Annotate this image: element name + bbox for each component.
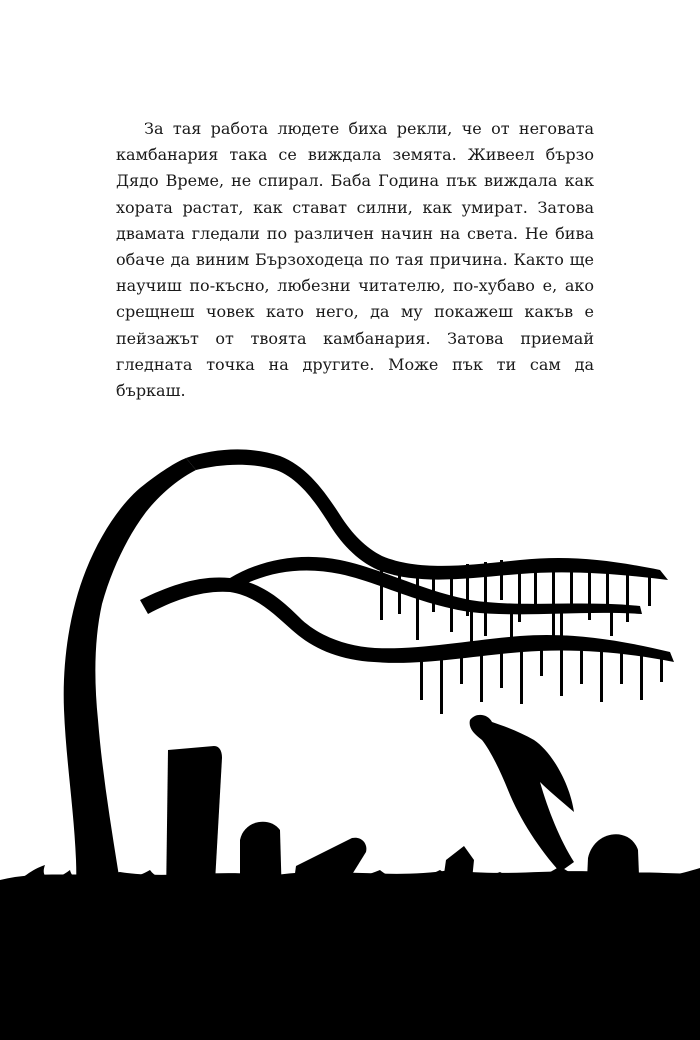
paragraph: За тая работа людете биха рекли, че от неговата камбанария така се виждала земята. Живеел бързо Дядо Време, не спирал. Баба Година пък виждала как хората растат, как стават силни, как умират. Затова двамата гледали по различен начин на света. Не бива обаче да виним Бързоходеца по тая причина. Както ще научиш по-късно, любезни читателю, по-хубаво е, ако срещнеш човек като него, да му покажеш какъв е пейзажът от твоята камбанария. Затова приемай гледната точка на другите. Може пък ти сам да бъркаш. [116, 119, 594, 401]
tombstone-arched [240, 822, 282, 900]
tombstone-tall [166, 746, 222, 900]
tombstone-small [440, 846, 474, 902]
angel-statue [470, 715, 574, 872]
tombstone-right [586, 834, 640, 902]
branch-upper [186, 449, 668, 580]
